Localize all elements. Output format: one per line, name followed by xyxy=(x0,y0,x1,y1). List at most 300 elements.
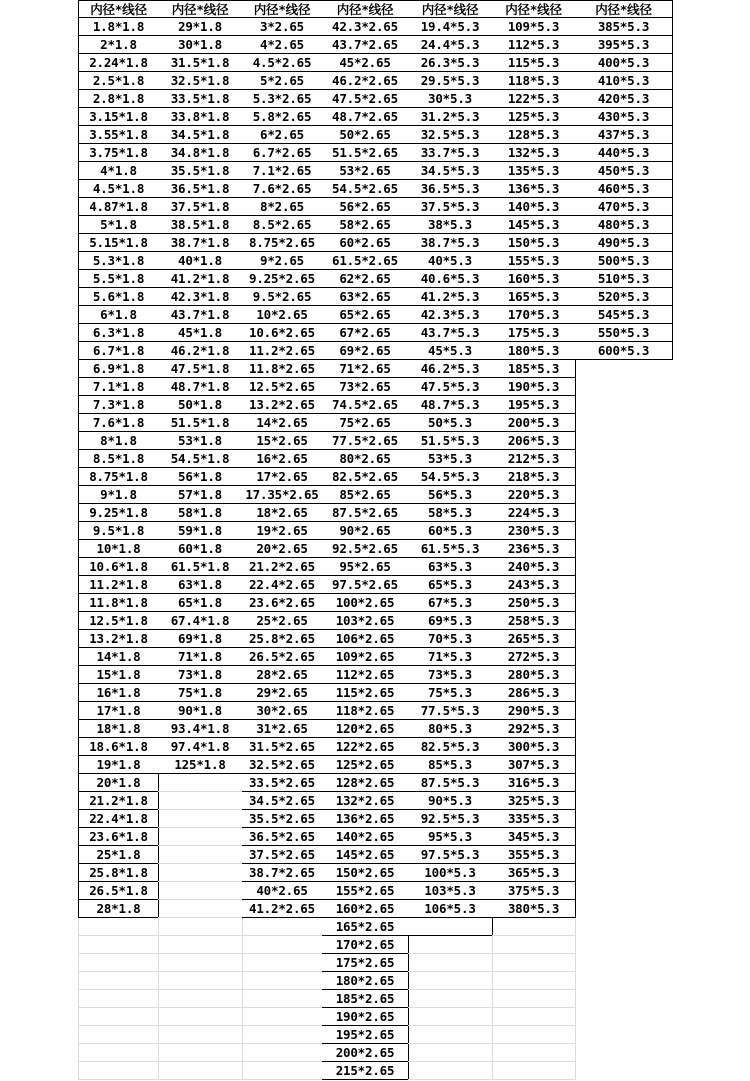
table-cell: 175*2.65 xyxy=(322,954,409,972)
table-cell: 5*1.8 xyxy=(78,216,159,234)
table-cell: 385*5.3 xyxy=(575,18,673,36)
table-cell: 510*5.3 xyxy=(575,270,673,288)
table-cell: 30*1.8 xyxy=(158,36,243,54)
table-cell: 85*5.3 xyxy=(408,756,493,774)
table-cell: 100*2.65 xyxy=(322,594,409,612)
table-cell: 3.55*1.8 xyxy=(78,126,159,144)
table-cell: 460*5.3 xyxy=(575,180,673,198)
table-cell: 132*5.3 xyxy=(492,144,576,162)
table-cell: 41.2*5.3 xyxy=(408,288,493,306)
table-cell: 71*5.3 xyxy=(408,648,493,666)
spreadsheet-table xyxy=(78,0,673,1081)
empty-cell xyxy=(78,1026,159,1044)
table-cell: 65*2.65 xyxy=(322,306,409,324)
empty-cell xyxy=(242,954,323,972)
table-cell: 125*2.65 xyxy=(322,756,409,774)
empty-cell xyxy=(158,936,243,954)
empty-cell xyxy=(492,972,576,990)
table-cell: 50*2.65 xyxy=(322,126,409,144)
table-cell: 4*1.8 xyxy=(78,162,159,180)
table-cell: 53*2.65 xyxy=(322,162,409,180)
empty-cell xyxy=(408,954,493,972)
table-cell: 71*1.8 xyxy=(158,648,243,666)
table-cell: 258*5.3 xyxy=(492,612,576,630)
table-cell: 34.5*2.65 xyxy=(242,792,323,810)
table-cell: 195*2.65 xyxy=(322,1026,409,1044)
table-cell: 380*5.3 xyxy=(492,900,576,918)
table-cell: 77.5*5.3 xyxy=(408,702,493,720)
table-cell: 13.2*2.65 xyxy=(242,396,323,414)
table-cell: 365*5.3 xyxy=(492,864,576,882)
table-cell: 375*5.3 xyxy=(492,882,576,900)
table-cell: 300*5.3 xyxy=(492,738,576,756)
table-cell: 243*5.3 xyxy=(492,576,576,594)
table-cell: 22.4*2.65 xyxy=(242,576,323,594)
table-cell: 490*5.3 xyxy=(575,234,673,252)
table-cell: 136*2.65 xyxy=(322,810,409,828)
empty-cell xyxy=(408,972,493,990)
table-cell: 14*1.8 xyxy=(78,648,159,666)
table-cell: 155*5.3 xyxy=(492,252,576,270)
table-cell: 230*5.3 xyxy=(492,522,576,540)
table-cell: 4.5*1.8 xyxy=(78,180,159,198)
empty-cell xyxy=(158,792,243,810)
table-cell: 43.7*2.65 xyxy=(322,36,409,54)
empty-cell xyxy=(242,1008,323,1026)
table-cell: 12.5*1.8 xyxy=(78,612,159,630)
table-cell: 420*5.3 xyxy=(575,90,673,108)
column-header: 内径*线径 xyxy=(158,0,243,18)
table-cell: 42.3*1.8 xyxy=(158,288,243,306)
table-cell: 160*2.65 xyxy=(322,900,409,918)
table-cell: 45*1.8 xyxy=(158,324,243,342)
table-cell: 32.5*1.8 xyxy=(158,72,243,90)
table-cell: 437*5.3 xyxy=(575,126,673,144)
table-cell: 118*5.3 xyxy=(492,72,576,90)
table-cell: 122*5.3 xyxy=(492,90,576,108)
empty-cell xyxy=(158,774,243,792)
empty-cell xyxy=(492,990,576,1008)
table-cell: 180*5.3 xyxy=(492,342,576,360)
table-cell: 6.9*1.8 xyxy=(78,360,159,378)
table-cell: 41.2*1.8 xyxy=(158,270,243,288)
table-cell: 8.5*2.65 xyxy=(242,216,323,234)
empty-cell xyxy=(158,900,243,918)
table-cell: 87.5*5.3 xyxy=(408,774,493,792)
empty-cell xyxy=(242,972,323,990)
table-cell: 58*1.8 xyxy=(158,504,243,522)
table-cell: 470*5.3 xyxy=(575,198,673,216)
table-cell: 165*5.3 xyxy=(492,288,576,306)
table-cell: 6*1.8 xyxy=(78,306,159,324)
table-cell: 125*1.8 xyxy=(158,756,243,774)
table-cell: 53*5.3 xyxy=(408,450,493,468)
table-cell: 21.2*2.65 xyxy=(242,558,323,576)
table-cell: 57*1.8 xyxy=(158,486,243,504)
table-cell: 5.6*1.8 xyxy=(78,288,159,306)
table-cell: 145*5.3 xyxy=(492,216,576,234)
table-cell: 140*2.65 xyxy=(322,828,409,846)
empty-cell xyxy=(242,936,323,954)
empty-cell xyxy=(78,972,159,990)
table-cell: 14*2.65 xyxy=(242,414,323,432)
table-cell: 6.3*1.8 xyxy=(78,324,159,342)
table-cell: 74.5*2.65 xyxy=(322,396,409,414)
table-cell: 190*2.65 xyxy=(322,1008,409,1026)
table-cell: 115*2.65 xyxy=(322,684,409,702)
table-cell: 48.7*5.3 xyxy=(408,396,493,414)
table-cell: 5.15*1.8 xyxy=(78,234,159,252)
table-cell: 29*2.65 xyxy=(242,684,323,702)
table-cell: 92.5*5.3 xyxy=(408,810,493,828)
table-cell: 10*1.8 xyxy=(78,540,159,558)
table-cell: 3.15*1.8 xyxy=(78,108,159,126)
table-cell: 103*2.65 xyxy=(322,612,409,630)
table-cell: 9*2.65 xyxy=(242,252,323,270)
table-cell: 11.2*2.65 xyxy=(242,342,323,360)
table-cell: 10*2.65 xyxy=(242,306,323,324)
table-cell: 45*5.3 xyxy=(408,342,493,360)
table-cell: 38*5.3 xyxy=(408,216,493,234)
table-cell: 23.6*2.65 xyxy=(242,594,323,612)
table-cell: 19.4*5.3 xyxy=(408,18,493,36)
table-cell: 7.6*1.8 xyxy=(78,414,159,432)
empty-cell xyxy=(158,1062,243,1080)
table-cell: 47.5*5.3 xyxy=(408,378,493,396)
table-cell: 41.2*2.65 xyxy=(242,900,323,918)
table-cell: 30*2.65 xyxy=(242,702,323,720)
empty-cell xyxy=(78,990,159,1008)
table-cell: 25*2.65 xyxy=(242,612,323,630)
table-cell: 40.6*5.3 xyxy=(408,270,493,288)
table-cell: 32.5*2.65 xyxy=(242,756,323,774)
empty-cell xyxy=(408,990,493,1008)
table-cell: 16*2.65 xyxy=(242,450,323,468)
table-cell: 28*2.65 xyxy=(242,666,323,684)
table-cell: 2.8*1.8 xyxy=(78,90,159,108)
table-cell: 316*5.3 xyxy=(492,774,576,792)
table-cell: 29.5*5.3 xyxy=(408,72,493,90)
table-cell: 325*5.3 xyxy=(492,792,576,810)
table-cell: 6*2.65 xyxy=(242,126,323,144)
table-cell: 63*2.65 xyxy=(322,288,409,306)
table-cell: 7.6*2.65 xyxy=(242,180,323,198)
empty-cell xyxy=(242,1026,323,1044)
table-cell: 450*5.3 xyxy=(575,162,673,180)
table-cell: 38.7*5.3 xyxy=(408,234,493,252)
table-cell: 69*1.8 xyxy=(158,630,243,648)
table-cell: 11.8*2.65 xyxy=(242,360,323,378)
table-cell: 125*5.3 xyxy=(492,108,576,126)
table-cell: 17.35*2.65 xyxy=(242,486,323,504)
table-cell: 12.5*2.65 xyxy=(242,378,323,396)
table-cell: 23.6*1.8 xyxy=(78,828,159,846)
table-cell: 54.5*2.65 xyxy=(322,180,409,198)
table-cell: 5*2.65 xyxy=(242,72,323,90)
table-cell: 15*2.65 xyxy=(242,432,323,450)
empty-cell xyxy=(492,918,576,936)
table-cell: 25.8*1.8 xyxy=(78,864,159,882)
table-cell: 8*1.8 xyxy=(78,432,159,450)
table-cell: 9.5*1.8 xyxy=(78,522,159,540)
table-cell: 56*5.3 xyxy=(408,486,493,504)
table-cell: 60*1.8 xyxy=(158,540,243,558)
table-cell: 47.5*2.65 xyxy=(322,90,409,108)
table-cell: 8.5*1.8 xyxy=(78,450,159,468)
table-cell: 135*5.3 xyxy=(492,162,576,180)
table-cell: 46.2*5.3 xyxy=(408,360,493,378)
table-cell: 550*5.3 xyxy=(575,324,673,342)
table-cell: 31*2.65 xyxy=(242,720,323,738)
table-cell: 34.8*1.8 xyxy=(158,144,243,162)
empty-cell xyxy=(158,1008,243,1026)
table-cell: 48.7*2.65 xyxy=(322,108,409,126)
table-cell: 42.3*2.65 xyxy=(322,18,409,36)
table-cell: 355*5.3 xyxy=(492,846,576,864)
table-cell: 48.7*1.8 xyxy=(158,378,243,396)
table-cell: 46.2*2.65 xyxy=(322,72,409,90)
table-cell: 9.25*2.65 xyxy=(242,270,323,288)
table-cell: 106*2.65 xyxy=(322,630,409,648)
empty-cell xyxy=(408,936,493,954)
table-cell: 33.7*5.3 xyxy=(408,144,493,162)
empty-cell xyxy=(492,1026,576,1044)
empty-cell xyxy=(158,882,243,900)
empty-cell xyxy=(492,936,576,954)
table-cell: 410*5.3 xyxy=(575,72,673,90)
table-cell: 185*5.3 xyxy=(492,360,576,378)
table-cell: 292*5.3 xyxy=(492,720,576,738)
table-cell: 19*1.8 xyxy=(78,756,159,774)
table-cell: 33.5*2.65 xyxy=(242,774,323,792)
table-cell: 18.6*1.8 xyxy=(78,738,159,756)
table-cell: 63*5.3 xyxy=(408,558,493,576)
table-cell: 58*2.65 xyxy=(322,216,409,234)
table-cell: 100*5.3 xyxy=(408,864,493,882)
table-cell: 10.6*1.8 xyxy=(78,558,159,576)
table-cell: 150*2.65 xyxy=(322,864,409,882)
table-cell: 63*1.8 xyxy=(158,576,243,594)
table-cell: 43.7*1.8 xyxy=(158,306,243,324)
table-cell: 224*5.3 xyxy=(492,504,576,522)
table-cell: 18*1.8 xyxy=(78,720,159,738)
table-cell: 54.5*5.3 xyxy=(408,468,493,486)
table-cell: 31.2*5.3 xyxy=(408,108,493,126)
table-cell: 215*2.65 xyxy=(322,1062,409,1080)
empty-cell xyxy=(242,918,323,936)
empty-cell xyxy=(242,1062,323,1080)
table-cell: 50*5.3 xyxy=(408,414,493,432)
table-cell xyxy=(408,918,493,936)
table-cell: 11.8*1.8 xyxy=(78,594,159,612)
table-cell: 109*2.65 xyxy=(322,648,409,666)
table-cell: 82.5*5.3 xyxy=(408,738,493,756)
table-cell: 36.5*2.65 xyxy=(242,828,323,846)
table-cell: 4.5*2.65 xyxy=(242,54,323,72)
table-cell: 280*5.3 xyxy=(492,666,576,684)
table-cell: 97.4*1.8 xyxy=(158,738,243,756)
table-cell: 175*5.3 xyxy=(492,324,576,342)
table-cell: 60*5.3 xyxy=(408,522,493,540)
table-cell: 77.5*2.65 xyxy=(322,432,409,450)
table-cell: 95*2.65 xyxy=(322,558,409,576)
table-cell: 38.7*2.65 xyxy=(242,864,323,882)
table-cell: 35.5*1.8 xyxy=(158,162,243,180)
table-cell: 80*2.65 xyxy=(322,450,409,468)
table-cell: 200*2.65 xyxy=(322,1044,409,1062)
empty-cell xyxy=(492,1062,576,1080)
table-cell: 120*2.65 xyxy=(322,720,409,738)
table-cell: 150*5.3 xyxy=(492,234,576,252)
table-cell: 65*5.3 xyxy=(408,576,493,594)
table-cell: 109*5.3 xyxy=(492,18,576,36)
table-cell: 545*5.3 xyxy=(575,306,673,324)
table-cell: 520*5.3 xyxy=(575,288,673,306)
empty-cell xyxy=(158,990,243,1008)
column-header: 内径*线径 xyxy=(242,0,323,18)
table-cell: 30*5.3 xyxy=(408,90,493,108)
table-cell: 2*1.8 xyxy=(78,36,159,54)
table-cell: 37.5*5.3 xyxy=(408,198,493,216)
table-cell: 265*5.3 xyxy=(492,630,576,648)
table-cell: 73*2.65 xyxy=(322,378,409,396)
empty-cell xyxy=(78,1044,159,1062)
table-cell: 4.87*1.8 xyxy=(78,198,159,216)
table-cell: 286*5.3 xyxy=(492,684,576,702)
table-cell: 160*5.3 xyxy=(492,270,576,288)
empty-cell xyxy=(78,936,159,954)
table-cell: 4*2.65 xyxy=(242,36,323,54)
table-cell: 290*5.3 xyxy=(492,702,576,720)
table-cell: 38.5*1.8 xyxy=(158,216,243,234)
table-cell: 1.8*1.8 xyxy=(78,18,159,36)
table-cell: 67*2.65 xyxy=(322,324,409,342)
table-cell: 17*2.65 xyxy=(242,468,323,486)
table-cell: 33.8*1.8 xyxy=(158,108,243,126)
table-cell: 26.5*2.65 xyxy=(242,648,323,666)
table-cell: 185*2.65 xyxy=(322,990,409,1008)
table-cell: 10.6*2.65 xyxy=(242,324,323,342)
table-cell: 40*2.65 xyxy=(242,882,323,900)
empty-cell xyxy=(408,1008,493,1026)
table-cell: 46.2*1.8 xyxy=(158,342,243,360)
table-cell: 34.5*5.3 xyxy=(408,162,493,180)
table-cell: 33.5*1.8 xyxy=(158,90,243,108)
table-cell: 145*2.65 xyxy=(322,846,409,864)
table-cell: 87.5*2.65 xyxy=(322,504,409,522)
table-cell: 67.4*1.8 xyxy=(158,612,243,630)
table-cell: 13.2*1.8 xyxy=(78,630,159,648)
table-cell: 8.75*2.65 xyxy=(242,234,323,252)
table-cell: 15*1.8 xyxy=(78,666,159,684)
table-cell: 8.75*1.8 xyxy=(78,468,159,486)
table-cell: 75*1.8 xyxy=(158,684,243,702)
table-cell: 75*5.3 xyxy=(408,684,493,702)
table-cell: 307*5.3 xyxy=(492,756,576,774)
table-cell: 140*5.3 xyxy=(492,198,576,216)
empty-cell xyxy=(78,918,159,936)
empty-cell xyxy=(408,1026,493,1044)
table-cell: 112*2.65 xyxy=(322,666,409,684)
table-cell: 50*1.8 xyxy=(158,396,243,414)
table-cell: 90*5.3 xyxy=(408,792,493,810)
table-cell: 136*5.3 xyxy=(492,180,576,198)
empty-cell xyxy=(492,954,576,972)
empty-cell xyxy=(242,1044,323,1062)
table-cell: 35.5*2.65 xyxy=(242,810,323,828)
table-cell: 60*2.65 xyxy=(322,234,409,252)
table-cell: 97.5*2.65 xyxy=(322,576,409,594)
empty-cell xyxy=(158,846,243,864)
table-cell: 212*5.3 xyxy=(492,450,576,468)
column-header: 内径*线径 xyxy=(408,0,493,18)
table-cell: 37.5*1.8 xyxy=(158,198,243,216)
table-cell: 395*5.3 xyxy=(575,36,673,54)
column-header: 内径*线径 xyxy=(322,0,409,18)
table-cell: 440*5.3 xyxy=(575,144,673,162)
table-cell: 236*5.3 xyxy=(492,540,576,558)
table-cell: 73*5.3 xyxy=(408,666,493,684)
table-cell: 58*5.3 xyxy=(408,504,493,522)
table-cell: 24.4*5.3 xyxy=(408,36,493,54)
table-cell: 26.5*1.8 xyxy=(78,882,159,900)
empty-cell xyxy=(78,954,159,972)
empty-cell xyxy=(78,1062,159,1080)
table-cell: 17*1.8 xyxy=(78,702,159,720)
table-cell: 67*5.3 xyxy=(408,594,493,612)
column-header: 内径*线径 xyxy=(492,0,576,18)
table-cell: 75*2.65 xyxy=(322,414,409,432)
table-cell: 95*5.3 xyxy=(408,828,493,846)
table-cell: 85*2.65 xyxy=(322,486,409,504)
table-cell: 34.5*1.8 xyxy=(158,126,243,144)
table-cell: 165*2.65 xyxy=(322,918,409,936)
table-cell: 47.5*1.8 xyxy=(158,360,243,378)
table-cell: 170*5.3 xyxy=(492,306,576,324)
table-cell: 73*1.8 xyxy=(158,666,243,684)
empty-cell xyxy=(492,1008,576,1026)
table-cell: 51.5*5.3 xyxy=(408,432,493,450)
table-cell: 36.5*1.8 xyxy=(158,180,243,198)
table-cell: 18*2.65 xyxy=(242,504,323,522)
table-cell: 106*5.3 xyxy=(408,900,493,918)
table-cell: 155*2.65 xyxy=(322,882,409,900)
table-cell: 21.2*1.8 xyxy=(78,792,159,810)
table-cell: 45*2.65 xyxy=(322,54,409,72)
table-cell: 71*2.65 xyxy=(322,360,409,378)
table-cell: 6.7*1.8 xyxy=(78,342,159,360)
table-cell: 250*5.3 xyxy=(492,594,576,612)
empty-cell xyxy=(158,810,243,828)
table-cell: 122*2.65 xyxy=(322,738,409,756)
table-cell: 82.5*2.65 xyxy=(322,468,409,486)
table-cell: 80*5.3 xyxy=(408,720,493,738)
table-cell: 36.5*5.3 xyxy=(408,180,493,198)
table-cell: 8*2.65 xyxy=(242,198,323,216)
table-cell: 190*5.3 xyxy=(492,378,576,396)
column-header: 内径*线径 xyxy=(78,0,159,18)
table-cell: 92.5*2.65 xyxy=(322,540,409,558)
column-header: 内径*线径 xyxy=(575,0,673,18)
table-cell: 195*5.3 xyxy=(492,396,576,414)
table-cell: 53*1.8 xyxy=(158,432,243,450)
table-cell: 500*5.3 xyxy=(575,252,673,270)
table-cell: 38.7*1.8 xyxy=(158,234,243,252)
table-cell: 9*1.8 xyxy=(78,486,159,504)
table-cell: 40*1.8 xyxy=(158,252,243,270)
table-cell: 56*2.65 xyxy=(322,198,409,216)
empty-cell xyxy=(408,1062,493,1080)
